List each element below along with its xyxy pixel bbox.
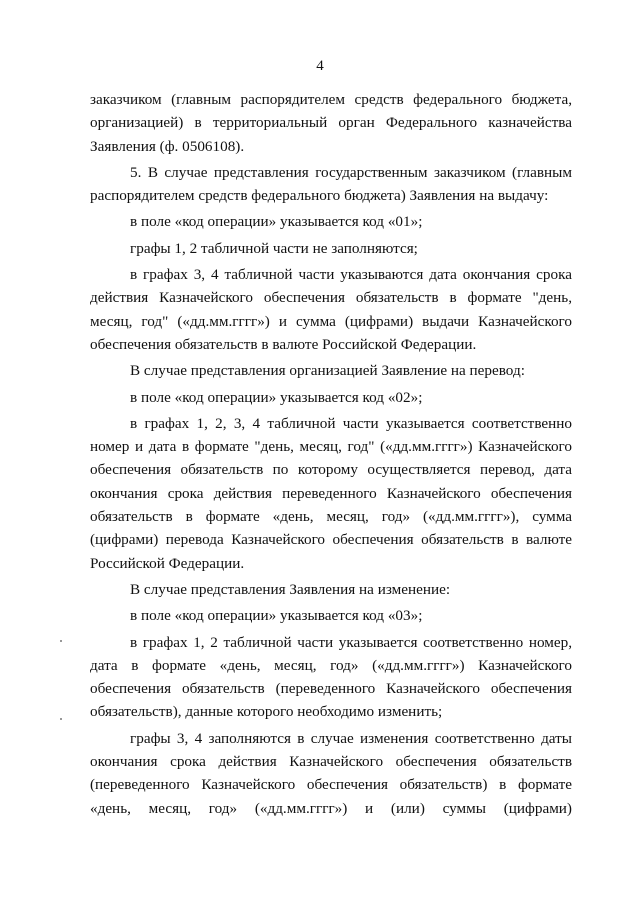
paragraph-1: заказчиком (главным распорядителем средств федерального бюджета, организацией) в территориальный орган Федерального казначейства Заявления (ф. 0506108). [90,91,572,155]
paragraph-2: 5. В случае представления государственным заказчиком (главным распорядителем средств федерального бюджета) Заявления на выдачу: [90,163,572,205]
paragraph-5: в графах 3, 4 табличной части указываются дата окончания срока действия Казначейского обеспечения обязательств в формате "день, месяц, год" («дд.мм.гггг») и сумма (цифрами) выдачи Казначейского обеспечения обязательств в валюте Российской Федерации. [90,266,572,353]
scan-speck [60,640,62,642]
paragraph-7: в поле «код операции» указывается код «02»; [130,388,423,406]
paragraph-11: в графах 1, 2 табличной части указывается соответственно номер, дата в формате «день, месяц, год» («дд.мм.гггг») Казначейского обеспечения обязательств (переведенного Казначейского обеспечения обязательств), данные которого необходимо изменить; [90,633,572,721]
paragraph-12: графы 3, 4 заполняются в случае изменения соответственно даты окончания срока действия Казначейского обеспечения обязательств (переведенного Казначейского обеспечения обязательств) в формате «день, месяц, год» («дд.мм.гггг») и (или) суммы (цифрами) [90,729,572,817]
paragraph-3: в поле «код операции» указывается код «01»; [130,213,423,231]
paragraph-4: графы 1, 2 табличной части не заполняются; [130,239,418,257]
document-body [90,88,572,820]
paragraph-8: в графах 1, 2, 3, 4 табличной части указывается соответственно номер и дата в формате "день, месяц, год" («дд.мм.гггг») Казначейского обеспечения обязательств по которому осуществляется перевод, дата окончания срока действия переведенного Казначейского обеспечения обязательств в формате «день, месяц, год» («дд.мм.гггг»), сумма (цифрами) перевода Казначейского обеспечения обязательств в валюте Российской Федерации. [90,414,572,572]
paragraph-6: В случае представления организацией Заявление на перевод: [130,362,525,380]
paragraph-10: в поле «код операции» указывается код «03»; [130,607,423,625]
scan-speck [60,718,62,720]
page-number: 4 [316,58,324,74]
paragraph-9: В случае представления Заявления на изменение: [130,580,451,598]
